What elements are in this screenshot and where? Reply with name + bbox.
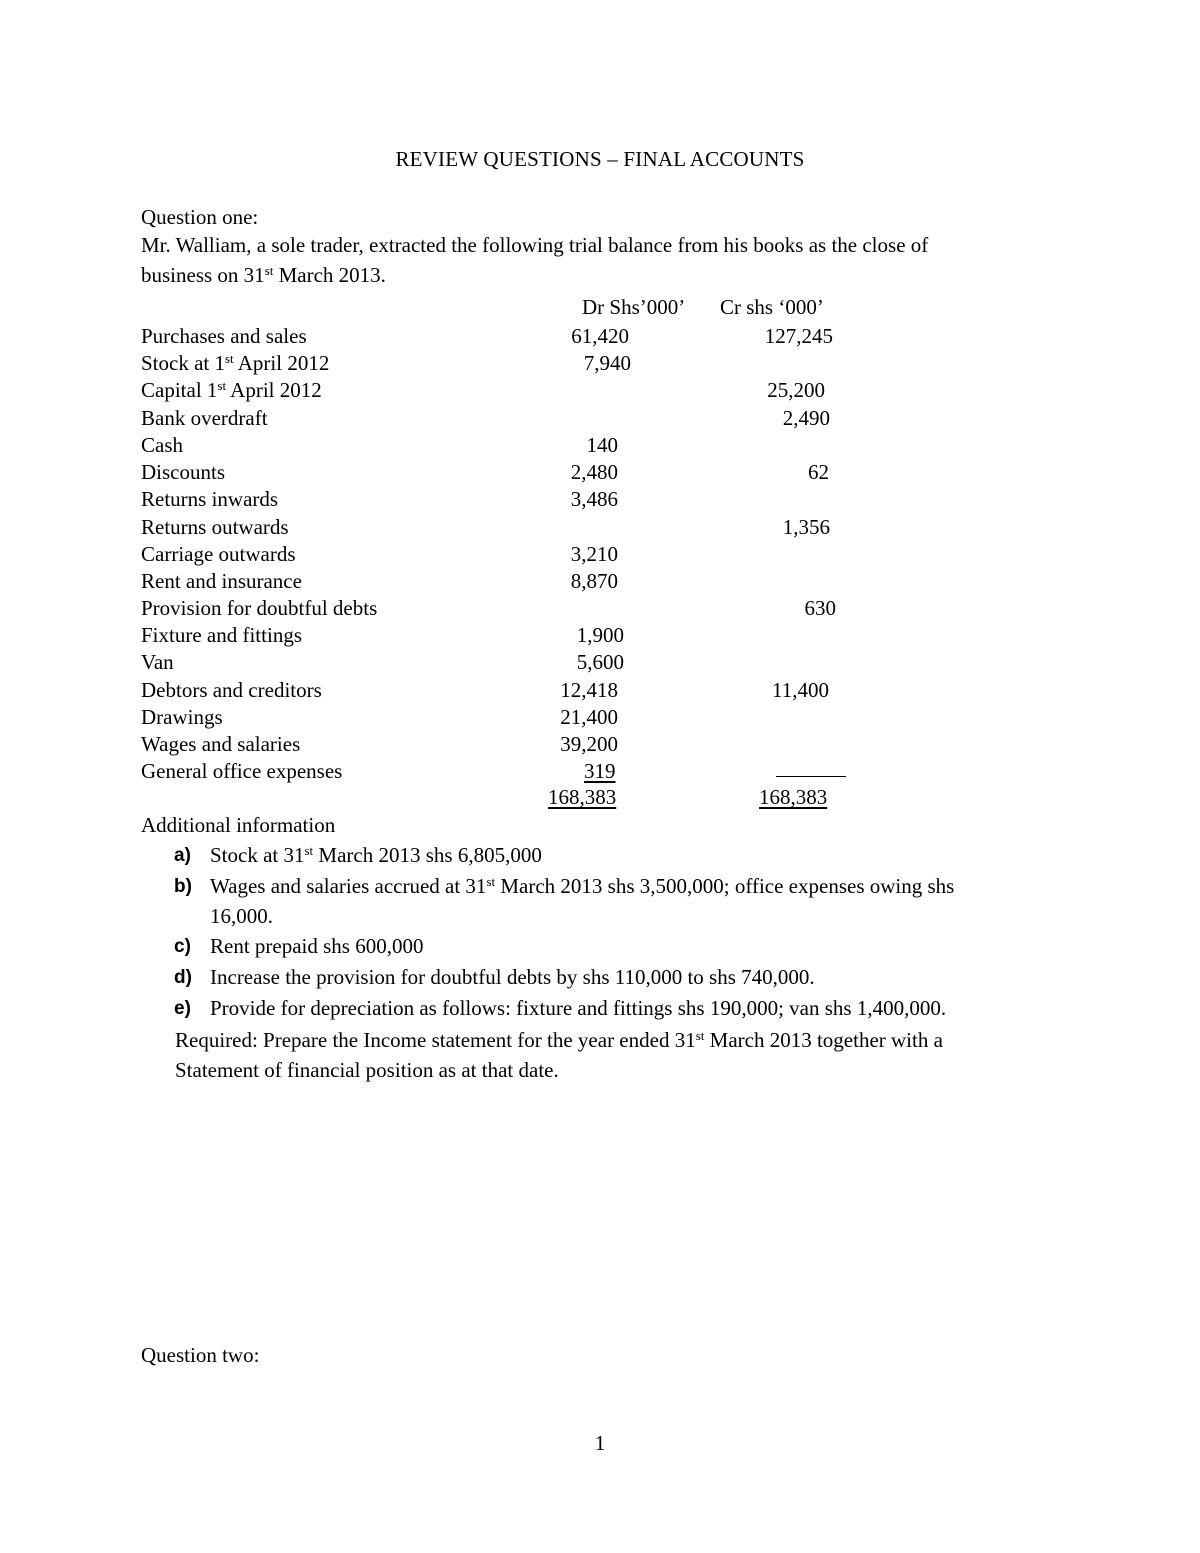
row-label: General office expenses bbox=[141, 759, 343, 783]
row-debit: 61,420 bbox=[571, 324, 629, 348]
row-label: Cash bbox=[141, 433, 183, 457]
list-item: Increase the provision for doubtful debts by shs 110,000 to shs 740,000. bbox=[210, 965, 815, 989]
list-item-marker: e) bbox=[174, 998, 191, 1019]
row-debit: 2,480 bbox=[570, 460, 618, 484]
row-label: Bank overdraft bbox=[141, 406, 268, 430]
list-item: Provide for depreciation as follows: fixture and fittings shs 190,000; van shs 1,400,000. bbox=[210, 996, 947, 1020]
debit-column-header: Dr Shs’000’ bbox=[582, 295, 686, 319]
row-credit: 62 bbox=[808, 460, 829, 484]
row-debit: 1,900 bbox=[576, 623, 624, 647]
row-label: Van bbox=[141, 650, 174, 674]
row-debit: 5,600 bbox=[576, 650, 624, 674]
row-label: Returns inwards bbox=[141, 487, 279, 511]
row-debit: 21,400 bbox=[560, 705, 618, 729]
row-label: Drawings bbox=[141, 705, 223, 729]
list-item-continuation: 16,000. bbox=[210, 904, 273, 928]
list-item-marker: b) bbox=[174, 876, 192, 897]
row-label: Carriage outwards bbox=[141, 542, 296, 566]
row-debit: 8,870 bbox=[570, 569, 618, 593]
question-one-intro-line2: business on 31st March 2013. bbox=[141, 263, 386, 287]
list-item-marker: c) bbox=[174, 936, 191, 957]
required-line1: Required: Prepare the Income statement for the year ended 31st March 2013 together with a bbox=[175, 1028, 943, 1052]
required-line2: Statement of financial position as at that date. bbox=[175, 1058, 559, 1082]
row-label: Fixture and fittings bbox=[141, 623, 302, 647]
row-debit: 12,418 bbox=[560, 678, 618, 702]
credit-subtotal-rule bbox=[776, 776, 846, 777]
row-label: Provision for doubtful debts bbox=[141, 596, 378, 620]
row-credit: 11,400 bbox=[772, 678, 829, 702]
row-label: Purchases and sales bbox=[141, 324, 307, 348]
question-one-label: Question one: bbox=[141, 205, 259, 229]
list-item-marker: a) bbox=[174, 845, 191, 866]
question-two-label: Question two: bbox=[141, 1343, 260, 1367]
page-title: REVIEW QUESTIONS – FINAL ACCOUNTS bbox=[395, 147, 805, 171]
row-label: Discounts bbox=[141, 460, 225, 484]
row-credit: 1,356 bbox=[782, 515, 830, 539]
row-label: Wages and salaries bbox=[141, 732, 301, 756]
row-label: Capital 1st April 2012 bbox=[141, 378, 322, 402]
row-debit: 39,200 bbox=[560, 732, 618, 756]
list-item: Wages and salaries accrued at 31st March 2013 shs 3,500,000; office expenses owing shs bbox=[210, 874, 955, 898]
row-debit: 140 bbox=[586, 433, 618, 457]
total-credit: 168,383 bbox=[759, 785, 828, 809]
list-item: Rent prepaid shs 600,000 bbox=[210, 934, 424, 958]
row-credit: 630 bbox=[804, 596, 836, 620]
question-one-intro-line1: Mr. Walliam, a sole trader, extracted the following trial balance from his books as the close of bbox=[141, 233, 929, 257]
row-debit: 319 bbox=[584, 759, 616, 783]
row-label: Debtors and creditors bbox=[141, 678, 322, 702]
row-credit: 2,490 bbox=[782, 406, 830, 430]
row-credit: 127,245 bbox=[764, 324, 833, 348]
row-debit: 7,940 bbox=[583, 351, 631, 375]
row-label: Stock at 1st April 2012 bbox=[141, 351, 330, 375]
row-label: Returns outwards bbox=[141, 515, 289, 539]
list-item-marker: d) bbox=[174, 967, 192, 988]
row-credit: 25,200 bbox=[767, 378, 825, 402]
row-debit: 3,210 bbox=[570, 542, 618, 566]
additional-information-label: Additional information bbox=[141, 813, 336, 837]
list-item: Stock at 31st March 2013 shs 6,805,000 bbox=[210, 843, 542, 867]
row-debit: 3,486 bbox=[570, 487, 618, 511]
page-number: 1 bbox=[594, 1431, 606, 1455]
credit-column-header: Cr shs ‘000’ bbox=[720, 295, 824, 319]
row-label: Rent and insurance bbox=[141, 569, 302, 593]
total-debit: 168,383 bbox=[548, 785, 617, 809]
